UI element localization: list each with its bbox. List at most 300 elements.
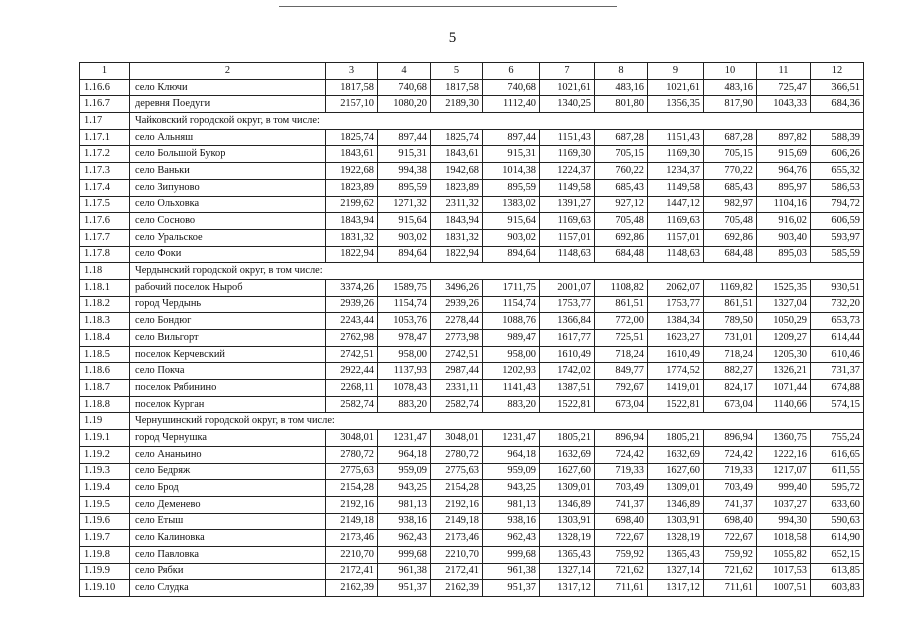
value-cell: 1391,27 <box>540 196 595 213</box>
value-cell: 1327,14 <box>648 563 704 580</box>
value-cell: 1843,94 <box>431 213 483 230</box>
value-cell: 1360,75 <box>757 430 811 447</box>
value-cell: 772,00 <box>595 313 648 330</box>
settlement-name: село Ананьино <box>130 446 326 463</box>
row-code: 1.19.7 <box>80 530 130 547</box>
value-cell: 725,47 <box>757 79 811 96</box>
value-cell: 1831,32 <box>326 229 378 246</box>
value-cell: 724,42 <box>704 446 757 463</box>
value-cell: 1148,63 <box>540 246 595 263</box>
value-cell: 1822,94 <box>431 246 483 263</box>
value-cell: 2062,07 <box>648 279 704 296</box>
row-code: 1.19.10 <box>80 580 130 597</box>
value-cell: 3048,01 <box>431 430 483 447</box>
value-cell: 1522,81 <box>648 396 704 413</box>
value-cell: 943,25 <box>378 480 431 497</box>
value-cell: 705,48 <box>595 213 648 230</box>
value-cell: 915,69 <box>757 146 811 163</box>
top-rule <box>279 6 617 7</box>
settlement-name: село Зипуново <box>130 179 326 196</box>
value-cell: 655,32 <box>811 163 864 180</box>
value-cell: 1154,74 <box>483 296 540 313</box>
section-code: 1.17 <box>80 113 130 130</box>
value-cell: 722,67 <box>704 530 757 547</box>
value-cell: 903,02 <box>378 229 431 246</box>
header-cell: 1 <box>80 63 130 80</box>
value-cell: 894,64 <box>378 246 431 263</box>
value-cell: 703,49 <box>595 480 648 497</box>
value-cell: 895,03 <box>757 246 811 263</box>
value-cell: 3374,26 <box>326 279 378 296</box>
value-cell: 999,68 <box>483 546 540 563</box>
row-code: 1.18.1 <box>80 279 130 296</box>
table-row <box>80 346 864 363</box>
value-cell: 724,42 <box>595 446 648 463</box>
value-cell: 903,40 <box>757 229 811 246</box>
value-cell: 1234,37 <box>648 163 704 180</box>
value-cell: 593,97 <box>811 229 864 246</box>
settlement-name: село Калиновка <box>130 530 326 547</box>
value-cell: 2001,07 <box>540 279 595 296</box>
settlement-name: село Альняш <box>130 129 326 146</box>
value-cell: 1327,14 <box>540 563 595 580</box>
table-row <box>80 146 864 163</box>
row-code: 1.18.7 <box>80 380 130 397</box>
value-cell: 1742,02 <box>540 363 595 380</box>
settlement-name: деревня Поедуги <box>130 96 326 113</box>
value-cell: 1831,32 <box>431 229 483 246</box>
settlement-name: город Чердынь <box>130 296 326 313</box>
value-cell: 2268,11 <box>326 380 378 397</box>
settlement-name: село Уральское <box>130 229 326 246</box>
value-cell: 978,47 <box>378 330 431 347</box>
value-cell: 684,48 <box>595 246 648 263</box>
value-cell: 1328,19 <box>648 530 704 547</box>
value-cell: 722,67 <box>595 530 648 547</box>
value-cell: 1346,89 <box>540 496 595 513</box>
value-cell: 1151,43 <box>540 129 595 146</box>
value-cell: 1843,94 <box>326 213 378 230</box>
value-cell: 1447,12 <box>648 196 704 213</box>
value-cell: 982,97 <box>704 196 757 213</box>
value-cell: 2780,72 <box>431 446 483 463</box>
value-cell: 1154,74 <box>378 296 431 313</box>
value-cell: 897,44 <box>378 129 431 146</box>
value-cell: 981,13 <box>378 496 431 513</box>
table-row <box>80 396 864 413</box>
value-cell: 740,68 <box>378 79 431 96</box>
section-row <box>80 113 864 130</box>
value-cell: 2922,44 <box>326 363 378 380</box>
row-code: 1.18.4 <box>80 330 130 347</box>
value-cell: 927,12 <box>595 196 648 213</box>
table-row <box>80 430 864 447</box>
row-code: 1.16.6 <box>80 79 130 96</box>
value-cell: 943,25 <box>483 480 540 497</box>
settlement-name: село Сосново <box>130 213 326 230</box>
row-code: 1.17.7 <box>80 229 130 246</box>
value-cell: 962,43 <box>378 530 431 547</box>
row-code: 1.18.6 <box>80 363 130 380</box>
value-cell: 1017,53 <box>757 563 811 580</box>
value-cell: 1387,51 <box>540 380 595 397</box>
value-cell: 2773,98 <box>431 330 483 347</box>
value-cell: 1589,75 <box>378 279 431 296</box>
value-cell: 824,17 <box>704 380 757 397</box>
value-cell: 684,48 <box>704 246 757 263</box>
value-cell: 586,53 <box>811 179 864 196</box>
value-cell: 590,63 <box>811 513 864 530</box>
value-cell: 1627,60 <box>648 463 704 480</box>
value-cell: 958,00 <box>378 346 431 363</box>
row-code: 1.17.1 <box>80 129 130 146</box>
tariff-table <box>79 62 864 597</box>
row-code: 1.17.2 <box>80 146 130 163</box>
value-cell: 1080,20 <box>378 96 431 113</box>
settlement-name: село Бондюг <box>130 313 326 330</box>
section-label: Чернушинский городской округ, в том числе: <box>130 413 864 430</box>
value-cell: 725,51 <box>595 330 648 347</box>
value-cell: 685,43 <box>595 179 648 196</box>
value-cell: 2987,44 <box>431 363 483 380</box>
value-cell: 711,61 <box>704 580 757 597</box>
value-cell: 574,15 <box>811 396 864 413</box>
value-cell: 1617,77 <box>540 330 595 347</box>
value-cell: 2149,18 <box>326 513 378 530</box>
value-cell: 1384,34 <box>648 313 704 330</box>
value-cell: 366,51 <box>811 79 864 96</box>
value-cell: 961,38 <box>483 563 540 580</box>
value-cell: 760,22 <box>595 163 648 180</box>
value-cell: 731,37 <box>811 363 864 380</box>
section-row <box>80 263 864 280</box>
value-cell: 1632,69 <box>540 446 595 463</box>
value-cell: 1209,27 <box>757 330 811 347</box>
value-cell: 789,50 <box>704 313 757 330</box>
header-cell: 11 <box>757 63 811 80</box>
value-cell: 719,33 <box>704 463 757 480</box>
table-row <box>80 163 864 180</box>
value-cell: 849,77 <box>595 363 648 380</box>
value-cell: 1169,30 <box>540 146 595 163</box>
value-cell: 1108,82 <box>595 279 648 296</box>
row-code: 1.17.8 <box>80 246 130 263</box>
value-cell: 1317,12 <box>648 580 704 597</box>
value-cell: 1753,77 <box>648 296 704 313</box>
value-cell: 794,72 <box>811 196 864 213</box>
value-cell: 1043,33 <box>757 96 811 113</box>
value-cell: 588,39 <box>811 129 864 146</box>
table-row <box>80 96 864 113</box>
value-cell: 2192,16 <box>326 496 378 513</box>
value-cell: 1169,63 <box>648 213 704 230</box>
row-code: 1.19.2 <box>80 446 130 463</box>
table-row <box>80 313 864 330</box>
value-cell: 2582,74 <box>326 396 378 413</box>
settlement-name: поселок Курган <box>130 396 326 413</box>
value-cell: 915,31 <box>378 146 431 163</box>
table-body <box>80 63 864 597</box>
value-cell: 1018,58 <box>757 530 811 547</box>
row-code: 1.18.8 <box>80 396 130 413</box>
value-cell: 897,44 <box>483 129 540 146</box>
value-cell: 1610,49 <box>540 346 595 363</box>
header-cell: 2 <box>130 63 326 80</box>
table-row <box>80 213 864 230</box>
value-cell: 2154,28 <box>431 480 483 497</box>
value-cell: 755,24 <box>811 430 864 447</box>
value-cell: 606,26 <box>811 146 864 163</box>
value-cell: 964,18 <box>378 446 431 463</box>
value-cell: 1217,07 <box>757 463 811 480</box>
value-cell: 2243,44 <box>326 313 378 330</box>
value-cell: 698,40 <box>595 513 648 530</box>
value-cell: 483,16 <box>595 79 648 96</box>
value-cell: 895,59 <box>483 179 540 196</box>
value-cell: 895,97 <box>757 179 811 196</box>
value-cell: 1365,43 <box>540 546 595 563</box>
value-cell: 792,67 <box>595 380 648 397</box>
value-cell: 801,80 <box>595 96 648 113</box>
row-code: 1.17.5 <box>80 196 130 213</box>
value-cell: 687,28 <box>704 129 757 146</box>
value-cell: 732,20 <box>811 296 864 313</box>
value-cell: 1326,21 <box>757 363 811 380</box>
table-row <box>80 463 864 480</box>
value-cell: 603,83 <box>811 580 864 597</box>
value-cell: 2742,51 <box>326 346 378 363</box>
value-cell: 1050,29 <box>757 313 811 330</box>
value-cell: 692,86 <box>704 229 757 246</box>
value-cell: 611,55 <box>811 463 864 480</box>
row-code: 1.19.1 <box>80 430 130 447</box>
header-cell: 5 <box>431 63 483 80</box>
value-cell: 1169,82 <box>704 279 757 296</box>
settlement-name: село Павловка <box>130 546 326 563</box>
value-cell: 2154,28 <box>326 480 378 497</box>
table-row <box>80 496 864 513</box>
value-cell: 915,64 <box>483 213 540 230</box>
settlement-name: село Деменево <box>130 496 326 513</box>
value-cell: 959,09 <box>483 463 540 480</box>
row-code: 1.19.8 <box>80 546 130 563</box>
settlement-name: поселок Керчевский <box>130 346 326 363</box>
value-cell: 2162,39 <box>326 580 378 597</box>
value-cell: 703,49 <box>704 480 757 497</box>
value-cell: 2157,10 <box>326 96 378 113</box>
value-cell: 916,02 <box>757 213 811 230</box>
value-cell: 1149,58 <box>648 179 704 196</box>
value-cell: 1525,35 <box>757 279 811 296</box>
settlement-name: город Чернушка <box>130 430 326 447</box>
value-cell: 1823,89 <box>431 179 483 196</box>
value-cell: 2162,39 <box>431 580 483 597</box>
value-cell: 614,44 <box>811 330 864 347</box>
value-cell: 1774,52 <box>648 363 704 380</box>
value-cell: 719,33 <box>595 463 648 480</box>
row-code: 1.18.5 <box>80 346 130 363</box>
value-cell: 1805,21 <box>540 430 595 447</box>
value-cell: 606,59 <box>811 213 864 230</box>
value-cell: 2939,26 <box>326 296 378 313</box>
value-cell: 903,02 <box>483 229 540 246</box>
value-cell: 2172,41 <box>431 563 483 580</box>
value-cell: 959,09 <box>378 463 431 480</box>
row-code: 1.19.6 <box>80 513 130 530</box>
value-cell: 1843,61 <box>326 146 378 163</box>
value-cell: 2210,70 <box>431 546 483 563</box>
value-cell: 1157,01 <box>540 229 595 246</box>
table-row <box>80 296 864 313</box>
value-cell: 1071,44 <box>757 380 811 397</box>
row-code: 1.19.5 <box>80 496 130 513</box>
value-cell: 1340,25 <box>540 96 595 113</box>
value-cell: 1419,01 <box>648 380 704 397</box>
value-cell: 731,01 <box>704 330 757 347</box>
header-cell: 4 <box>378 63 431 80</box>
value-cell: 483,16 <box>704 79 757 96</box>
value-cell: 1149,58 <box>540 179 595 196</box>
value-cell: 1169,30 <box>648 146 704 163</box>
value-cell: 1366,84 <box>540 313 595 330</box>
value-cell: 711,61 <box>595 580 648 597</box>
value-cell: 1817,58 <box>326 79 378 96</box>
row-code: 1.18.3 <box>80 313 130 330</box>
value-cell: 2775,63 <box>326 463 378 480</box>
row-code: 1.16.7 <box>80 96 130 113</box>
value-cell: 938,16 <box>483 513 540 530</box>
table-row <box>80 580 864 597</box>
value-cell: 1328,19 <box>540 530 595 547</box>
table-row <box>80 129 864 146</box>
value-cell: 1007,51 <box>757 580 811 597</box>
value-cell: 882,27 <box>704 363 757 380</box>
value-cell: 896,94 <box>595 430 648 447</box>
header-cell: 9 <box>648 63 704 80</box>
value-cell: 1078,43 <box>378 380 431 397</box>
value-cell: 674,88 <box>811 380 864 397</box>
table-row <box>80 480 864 497</box>
value-cell: 2192,16 <box>431 496 483 513</box>
value-cell: 2173,46 <box>326 530 378 547</box>
value-cell: 1088,76 <box>483 313 540 330</box>
value-cell: 1843,61 <box>431 146 483 163</box>
table-row <box>80 229 864 246</box>
value-cell: 1148,63 <box>648 246 704 263</box>
value-cell: 1365,43 <box>648 546 704 563</box>
value-cell: 1822,94 <box>326 246 378 263</box>
value-cell: 1231,47 <box>483 430 540 447</box>
value-cell: 958,00 <box>483 346 540 363</box>
value-cell: 915,64 <box>378 213 431 230</box>
value-cell: 897,82 <box>757 129 811 146</box>
value-cell: 2582,74 <box>431 396 483 413</box>
header-row <box>80 63 864 80</box>
value-cell: 1303,91 <box>540 513 595 530</box>
row-code: 1.17.4 <box>80 179 130 196</box>
settlement-name: село Ваньки <box>130 163 326 180</box>
value-cell: 1169,63 <box>540 213 595 230</box>
value-cell: 962,43 <box>483 530 540 547</box>
row-code: 1.18.2 <box>80 296 130 313</box>
value-cell: 1222,16 <box>757 446 811 463</box>
value-cell: 595,72 <box>811 480 864 497</box>
value-cell: 2210,70 <box>326 546 378 563</box>
value-cell: 1309,01 <box>648 480 704 497</box>
value-cell: 2199,62 <box>326 196 378 213</box>
value-cell: 930,51 <box>811 279 864 296</box>
table-row <box>80 530 864 547</box>
value-cell: 961,38 <box>378 563 431 580</box>
value-cell: 705,15 <box>704 146 757 163</box>
value-cell: 861,51 <box>595 296 648 313</box>
value-cell: 1112,40 <box>483 96 540 113</box>
settlement-name: село Бедряж <box>130 463 326 480</box>
value-cell: 1151,43 <box>648 129 704 146</box>
value-cell: 721,62 <box>595 563 648 580</box>
table-row <box>80 246 864 263</box>
value-cell: 2172,41 <box>326 563 378 580</box>
value-cell: 999,68 <box>378 546 431 563</box>
value-cell: 1055,82 <box>757 546 811 563</box>
value-cell: 633,60 <box>811 496 864 513</box>
value-cell: 1327,04 <box>757 296 811 313</box>
settlement-name: село Большой Букор <box>130 146 326 163</box>
value-cell: 741,37 <box>595 496 648 513</box>
section-code: 1.19 <box>80 413 130 430</box>
header-cell: 8 <box>595 63 648 80</box>
settlement-name: село Ольховка <box>130 196 326 213</box>
value-cell: 614,90 <box>811 530 864 547</box>
value-cell: 1610,49 <box>648 346 704 363</box>
value-cell: 673,04 <box>595 396 648 413</box>
value-cell: 1271,32 <box>378 196 431 213</box>
value-cell: 981,13 <box>483 496 540 513</box>
settlement-name: село Брод <box>130 480 326 497</box>
table-row <box>80 446 864 463</box>
value-cell: 994,30 <box>757 513 811 530</box>
row-code: 1.19.9 <box>80 563 130 580</box>
value-cell: 894,64 <box>483 246 540 263</box>
value-cell: 3048,01 <box>326 430 378 447</box>
settlement-name: село Слудка <box>130 580 326 597</box>
value-cell: 951,37 <box>378 580 431 597</box>
value-cell: 2278,44 <box>431 313 483 330</box>
value-cell: 1141,43 <box>483 380 540 397</box>
value-cell: 718,24 <box>704 346 757 363</box>
value-cell: 1356,35 <box>648 96 704 113</box>
row-code: 1.17.6 <box>80 213 130 230</box>
value-cell: 1205,30 <box>757 346 811 363</box>
value-cell: 883,20 <box>483 396 540 413</box>
value-cell: 1157,01 <box>648 229 704 246</box>
table-row <box>80 279 864 296</box>
table-row <box>80 513 864 530</box>
value-cell: 1037,27 <box>757 496 811 513</box>
value-cell: 1224,37 <box>540 163 595 180</box>
section-label: Чайковский городской округ, в том числе: <box>130 113 864 130</box>
header-cell: 3 <box>326 63 378 80</box>
value-cell: 613,85 <box>811 563 864 580</box>
settlement-name: село Вильгорт <box>130 330 326 347</box>
value-cell: 2331,11 <box>431 380 483 397</box>
value-cell: 1753,77 <box>540 296 595 313</box>
value-cell: 2939,26 <box>431 296 483 313</box>
value-cell: 698,40 <box>704 513 757 530</box>
table-row <box>80 546 864 563</box>
value-cell: 1627,60 <box>540 463 595 480</box>
value-cell: 1346,89 <box>648 496 704 513</box>
